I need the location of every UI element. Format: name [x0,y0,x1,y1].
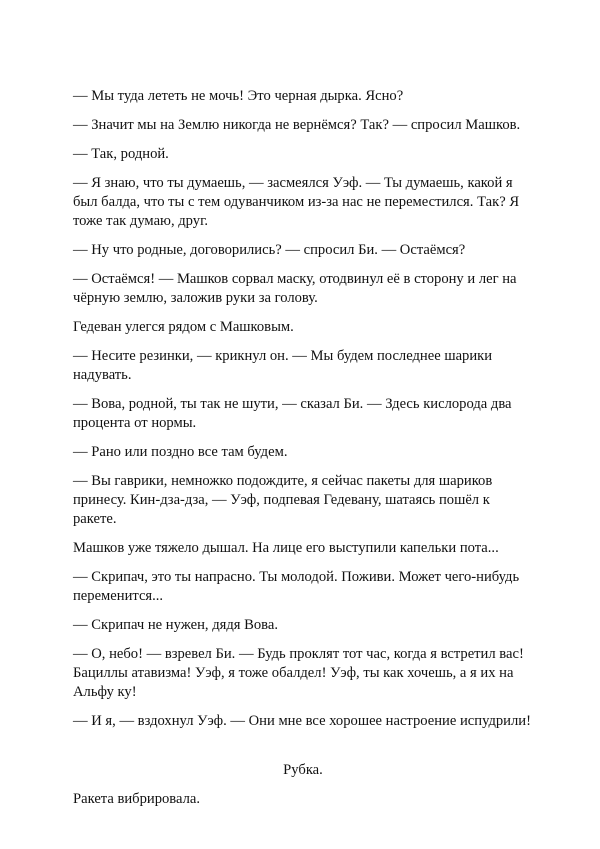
paragraph-9: — Вова, родной, ты так не шути, — сказал Би. — Здесь кислорода два процента от нормы. [73,396,512,431]
paragraph-11: — Вы гаврики, немножко подождите, я сейчас пакеты для шариков принесу. Кин-дза-дза, — Уэф, подпевая Гедевану, шатаясь пошёл к ракете. [73,473,493,527]
paragraph-12: Машков уже тяжело дышал. На лице его выступили капельки пота... [73,540,499,556]
paragraph-4: — Я знаю, что ты думаешь, — засмеялся Уэф. — Ты думаешь, какой я был балда, что ты с тем одуванчиком из-за нас не переместился. Так? Я тоже так думаю, друг. [73,175,520,229]
paragraph-5: — Ну что родные, договорились? — спросил Би. — Остаёмся? [73,242,466,258]
paragraph-13: — Скрипач, это ты напрасно. Ты молодой. Поживи. Может чего-нибудь переменится... [73,569,520,604]
closing-paragraph: Ракета вибрировала. [73,791,201,807]
paragraph-1: — Мы туда лететь не мочь! Это черная дырка. Ясно? [73,88,404,104]
paragraph-2: — Значит мы на Землю никогда не вернёмся? Так? — спросил Машков. [73,117,521,133]
section-heading: Рубка. [283,762,323,778]
paragraph-7: Гедеван улегся рядом с Машковым. [73,319,294,335]
paragraph-3: — Так, родной. [73,146,169,162]
paragraph-10: — Рано или поздно все там будем. [73,444,288,460]
paragraph-8: — Несите резинки, — крикнул он. — Мы будем последнее шарики надувать. [73,348,493,383]
paragraph-6: — Остаёмся! — Машков сорвал маску, отодвинул её в сторону и лег на чёрную землю, заложив руки за голову. [73,271,517,306]
paragraph-15: — О, небо! — взревел Би. — Будь проклят тот час, когда я встретил вас! Бациллы атавизма! Уэф, я тоже обалдел! Уэф, ты как хочешь, а я их на Альфу ку! [73,646,524,700]
paragraph-14: — Скрипач не нужен, дядя Вова. [73,617,278,633]
paragraph-16: — И я, — вздохнул Уэф. — Они мне все хорошее настроение испудрили! [73,713,531,729]
text-column [73,87,533,819]
